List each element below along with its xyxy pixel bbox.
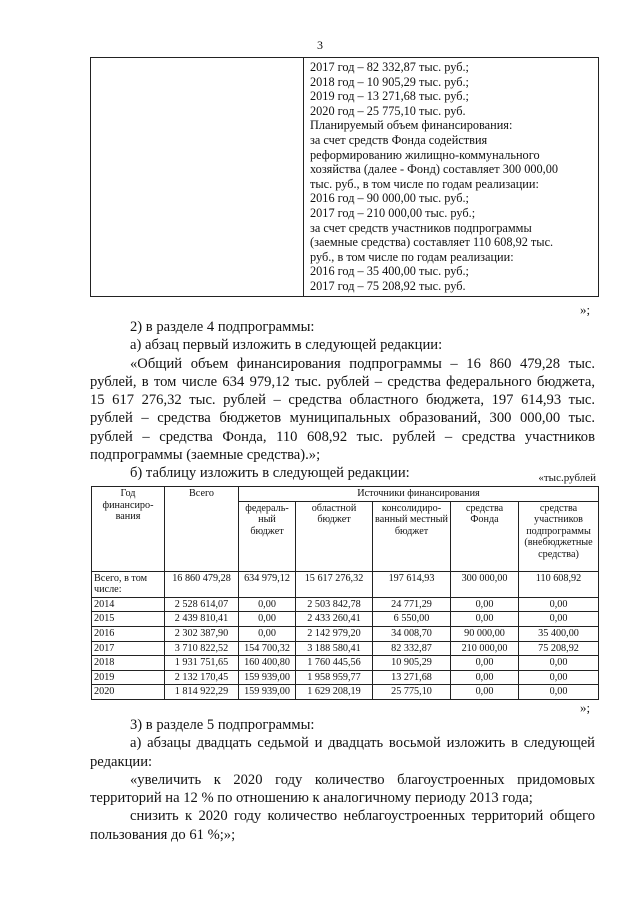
cell-regional: 2 503 842,78 [296,597,373,612]
cell-regional: 3 188 580,41 [296,641,373,656]
cell-fund: 0,00 [451,597,519,612]
cell-participants: 0,00 [519,670,599,685]
summary-line: 2019 год – 13 271,68 тыс. руб.; [310,89,469,104]
section-3-heading: 3) в разделе 5 подпрограммы: [130,717,315,733]
header-federal: федераль-ный бюджет [239,501,296,571]
summary-line: за счет средств участников подпрограммы [310,220,532,235]
cell-total: 3 710 822,52 [165,641,239,656]
cell-year: 2017 [92,641,165,656]
cell-participants: 75 208,92 [519,641,599,656]
section-2-quote: «Общий объем финансирования подпрограммы – 16 860 479,28 тыс. рублей, в том числе 634 979,12 тыс. рублей – средства федерального бюджета, 15 617 276,32 тыс. рублей – средства областного бюджета, 197 614,93 тыс. рублей – средства бюджетов муниципальных образований, 300 000,00 тыс. рублей – средства Фонда, 110 608,92 тыс. рублей – средства участников подпрограммы (заемные средства).»; [90,355,595,464]
quote-close-1: »; [580,302,591,317]
cell-total: 2 528 614,07 [165,597,239,612]
cell-total: 1 931 751,65 [165,656,239,671]
header-total: Всего [165,487,239,572]
cell-federal: 154 700,32 [239,641,296,656]
cell-participants: 0,00 [519,612,599,627]
financing-table [91,486,599,700]
header-sources: Источники финансирования [239,487,599,502]
summary-line: (заемные средства) составляет 110 608,92 тыс. [310,235,554,250]
summary-line: руб., в том числе по годам реализации: [310,249,514,264]
cell-federal: 159 939,00 [239,670,296,685]
summary-line: тыс. руб., в том числе по годам реализации: [310,176,539,191]
cell-federal: 0,00 [239,626,296,641]
cell-fund: 300 000,00 [451,571,519,597]
cell-total: 2 302 387,90 [165,626,239,641]
cell-year: 2016 [92,626,165,641]
table-row [92,612,599,627]
cell-participants: 0,00 [519,685,599,700]
cell-fund: 0,00 [451,656,519,671]
cell-total: 2 439 810,41 [165,612,239,627]
section-3-item-a: а) абзацы двадцать седьмой и двадцать восьмой изложить в следующей редакции: [90,735,595,770]
summary-line: 2017 год – 210 000,00 тыс. руб.; [310,205,476,220]
table-row [92,571,599,597]
cell-local: 24 771,29 [373,597,451,612]
cell-regional: 2 142 979,20 [296,626,373,641]
cell-year: 2019 [92,670,165,685]
summary-line: 2016 год – 90 000,00 тыс. руб.; [310,191,469,206]
cell-fund: 210 000,00 [451,641,519,656]
funding-summary-table [90,57,599,297]
cell-participants: 0,00 [519,656,599,671]
cell-fund: 0,00 [451,612,519,627]
cell-participants: 110 608,92 [519,571,599,597]
cell-year: Всего, в том числе: [92,571,165,597]
page-number: 3 [317,38,323,52]
section-2-heading: 2) в разделе 4 подпрограммы: [130,319,315,335]
cell-regional: 2 433 260,41 [296,612,373,627]
table-row [92,641,599,656]
cell-year: 2015 [92,612,165,627]
cell-federal: 0,00 [239,612,296,627]
section-3 [90,716,595,844]
summary-line: реформированию жилищно-коммунального [310,147,540,162]
cell-year: 2018 [92,656,165,671]
summary-line: хозяйства (далее - Фонд) составляет 300 000,00 [310,162,559,177]
cell-regional: 1 958 959,77 [296,670,373,685]
quote-close-2: »; [580,700,591,715]
table-row [92,597,599,612]
summary-line: 2020 год – 25 775,10 тыс. руб. [310,103,466,118]
table-unit: «тыс.рублей [538,472,596,484]
cell-year: 2020 [92,685,165,700]
header-participants: средства участников подпрограммы (внебюджетные средства) [519,501,599,571]
cell-participants: 35 400,00 [519,626,599,641]
cell-local: 13 271,68 [373,670,451,685]
cell-fund: 90 000,00 [451,626,519,641]
cell-year: 2014 [92,597,165,612]
cell-federal: 0,00 [239,597,296,612]
cell-local: 25 775,10 [373,685,451,700]
header-fund: средства Фонда [451,501,519,571]
empty-left-cell [91,58,304,297]
table-row [92,685,599,700]
cell-total: 1 814 922,29 [165,685,239,700]
cell-local: 82 332,87 [373,641,451,656]
cell-local: 197 614,93 [373,571,451,597]
cell-total: 2 132 170,45 [165,670,239,685]
summary-line: Планируемый объем финансирования: [310,118,513,133]
cell-participants: 0,00 [519,597,599,612]
section-2 [90,318,595,483]
section-2-item-a: а) абзац первый изложить в следующей редакции: [130,337,443,354]
cell-regional: 1 629 208,19 [296,685,373,700]
header-regional: областной бюджет [296,501,373,571]
table-row [92,670,599,685]
table-row [92,626,599,641]
summary-line: 2016 год – 35 400,00 тыс. руб.; [310,264,469,279]
cell-fund: 0,00 [451,685,519,700]
summary-line: 2018 год – 10 905,29 тыс. руб.; [310,74,469,89]
cell-federal: 634 979,12 [239,571,296,597]
funding-summary-cell [304,58,599,297]
cell-local: 10 905,29 [373,656,451,671]
cell-total: 16 860 479,28 [165,571,239,597]
summary-line: 2017 год – 75 208,92 тыс. руб. [310,278,466,293]
table-row [92,656,599,671]
summary-line: 2017 год – 82 332,87 тыс. руб.; [310,60,469,74]
cell-local: 6 550,00 [373,612,451,627]
cell-fund: 0,00 [451,670,519,685]
header-local: консолидиро-ванный местный бюджет [373,501,451,571]
cell-regional: 1 760 445,56 [296,656,373,671]
section-3-paragraph-1: «увеличить к 2020 году количество благоустроенных придомовых территорий на 12 % по отношению к аналогичному периоду 2013 года; [90,771,595,807]
cell-local: 34 008,70 [373,626,451,641]
section-3-paragraph-2: снизить к 2020 году количество неблагоустроенных территорий общего пользования до 61 %;»; [90,808,595,843]
section-2-item-b: б) таблицу изложить в следующей редакции: [130,465,410,482]
cell-regional: 15 617 276,32 [296,571,373,597]
cell-federal: 159 939,00 [239,685,296,700]
summary-line: за счет средств Фонда содействия [310,132,488,147]
header-year: Год финансиро-вания [92,487,165,572]
cell-federal: 160 400,80 [239,656,296,671]
